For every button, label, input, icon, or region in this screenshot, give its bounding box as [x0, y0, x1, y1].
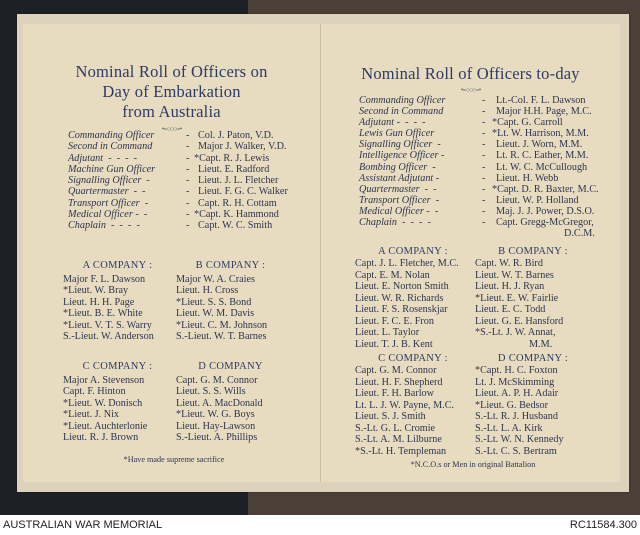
company-heading: A COMPANY :	[82, 260, 153, 271]
officer-list	[68, 130, 288, 232]
officer-role: Transport Officer	[359, 194, 431, 206]
officer-name: Capt. R. H. Cottam	[198, 197, 277, 209]
company-member: *Lieut. W. G. Boys	[176, 409, 255, 421]
officer-name: *Capt. K. Hammond	[194, 209, 279, 221]
company-member: S.-Lieut. W. T. Barnes	[176, 331, 267, 343]
company-member: Lieut. W. M. Davis	[176, 308, 255, 320]
officer-name: Lt. W. C. McCullough	[496, 161, 588, 173]
company-d	[475, 353, 591, 457]
company-member: *Lieut. W. Donisch	[63, 397, 143, 409]
officer-role: Medical Officer	[68, 209, 133, 221]
officer-row: Medical Officer - - - Maj. J. J. Power, D.S.O.	[359, 205, 595, 217]
company-member: Lieut. F. S. Rosenskjar	[355, 304, 448, 315]
officer-row: Quartermaster - - - *Capt. D. R. Baxter, M.C.	[359, 183, 599, 195]
company-member: Lt. J. McSkimming	[475, 376, 555, 388]
company-member: Lieut. Hay-Lawson	[176, 420, 256, 432]
officer-row: Assistant Adjutant - - Lieut. H. Webb	[359, 172, 559, 184]
officer-role: Adjutant	[359, 117, 395, 129]
title-line: Day of Embarkation	[102, 82, 241, 101]
officer-name: D.C.M.	[564, 228, 595, 240]
officer-row: Quartermaster - - - Lieut. F. G. C. Walker	[68, 186, 288, 198]
footnote: *N.C.O.s or Men in original Battalion	[410, 460, 536, 469]
company-member: Lieut. F. C. E. Fron	[355, 315, 434, 327]
company-member: Lieut. S. S. Wills	[176, 386, 246, 398]
officer-row: Chaplain - - - - - Capt. Gregg-McGregor,	[359, 217, 594, 229]
officer-role: Chaplain	[359, 217, 397, 229]
company-member: Lieut. L. Taylor	[355, 327, 420, 338]
booklet	[17, 14, 629, 492]
company-member: Lieut. S. J. Smith	[355, 411, 426, 422]
company-member: Capt. E. M. Nolan	[355, 269, 430, 281]
companies-grid-cd	[355, 353, 591, 457]
officer-role: Bombing Officer	[359, 161, 428, 173]
company-member: S.-Lt. W. N. Kennedy	[475, 434, 564, 445]
company-member: Major F. L. Dawson	[63, 274, 146, 285]
company-member: S.-Lt. L. A. Kirk	[475, 422, 543, 434]
title-line: from Australia	[122, 102, 221, 121]
company-member: *Lieut. J. Nix	[63, 409, 120, 421]
officer-role: Quartermaster	[359, 183, 420, 195]
officer-row: Commanding Officer - Lt.-Col. F. L. Dawson	[359, 95, 586, 106]
company-member: *S.-Lt. J. W. Annat,	[475, 327, 556, 338]
company-heading: B COMPANY :	[195, 260, 266, 271]
officer-row: Lewis Gun Officer - *Lt. W. Harrison, M.M.	[359, 128, 589, 140]
company-member: S.-Lieut. W. Anderson	[63, 331, 154, 343]
company-member: *Lieut. W. Bray	[63, 285, 129, 297]
officer-role: Commanding Officer	[68, 130, 155, 141]
officer-role: Commanding Officer	[359, 95, 446, 106]
right-page-title	[321, 64, 620, 94]
officer-role: Intelligence Officer	[359, 150, 439, 162]
company-member: Lieut. W. T. Barnes	[475, 269, 554, 281]
officer-row: Commanding Officer - Col. J. Paton, V.D.	[68, 130, 274, 141]
officer-role: Medical Officer	[359, 205, 424, 217]
company-member: *S.-Lt. H. Templeman	[355, 445, 447, 457]
officer-name: Lieut. H. Webb	[496, 172, 559, 184]
officer-name: Major H.H. Page, M.C.	[496, 106, 592, 118]
officer-name: Lieut. J. Worn, M.M.	[496, 139, 583, 151]
company-member: *Capt. H. C. Foxton	[475, 365, 558, 376]
officer-role: Machine Gun Officer	[68, 163, 156, 175]
company-member: Lieut. A. MacDonald	[176, 397, 263, 409]
officer-role: Lewis Gun Officer	[359, 128, 435, 140]
officer-list	[359, 95, 599, 239]
left-page	[23, 24, 321, 482]
company-member: Lieut. T. J. B. Kent	[355, 338, 433, 350]
officer-name: Maj. J. J. Power, D.S.O.	[496, 205, 595, 217]
footnote: *Have made supreme sacrifice	[123, 455, 225, 464]
company-member: Major A. Stevenson	[63, 375, 145, 386]
company-d	[176, 361, 285, 443]
archive-caption-left: AUSTRALIAN WAR MEMORIAL	[3, 519, 163, 531]
company-member: Capt. J. L. Fletcher, M.C.	[355, 258, 459, 269]
company-c	[63, 361, 172, 443]
ornament-divider: •∘○○○∘•	[460, 86, 481, 94]
company-member: Capt. G. M. Connor	[176, 375, 258, 386]
officer-row: Signalling Officer - - Lieut. J. L. Fletcher	[68, 175, 279, 187]
officer-row: Adjutant - - - - - *Capt. G. Carroll	[359, 117, 563, 129]
officer-name: *Capt. R. J. Lewis	[194, 152, 270, 164]
officer-row: Second in Command - Major J. Walker, V.D.	[68, 141, 287, 153]
company-member: Lieut. F. H. Barlow	[355, 388, 434, 399]
company-member: Capt. F. Hinton	[63, 386, 126, 398]
company-member: Lieut. H. H. Page	[63, 296, 135, 308]
officer-row: Medical Officer - - - *Capt. K. Hammond	[68, 209, 279, 221]
company-heading: C COMPANY :	[82, 361, 153, 372]
officer-name: Col. J. Paton, V.D.	[198, 130, 274, 141]
company-heading: A COMPANY :	[378, 246, 448, 257]
company-member: S.-Lieut. A. Phillips	[176, 432, 258, 444]
officer-name: Lt. R. C. Eather, M.M.	[496, 150, 589, 162]
company-a	[63, 260, 172, 342]
officer-role: Chaplain	[68, 220, 106, 232]
officer-name: Lieut. E. Radford	[198, 163, 270, 175]
company-a	[355, 246, 471, 350]
officer-role: Signalling Officer	[68, 175, 142, 187]
officer-row-continuation	[359, 228, 599, 239]
company-member: Lieut. G. E. Hansford	[475, 315, 564, 327]
officer-role: Second in Command	[359, 106, 444, 118]
officer-role: Adjutant	[68, 152, 104, 164]
officer-row: Signalling Officer - - Lieut. J. Worn, M.M.	[359, 139, 583, 151]
officer-role: Assistant Adjutant	[359, 172, 434, 184]
officer-row: Chaplain - - - - - Capt. W. C. Smith	[68, 220, 273, 232]
company-member: S.-Lt. A. M. Lilburne	[355, 434, 442, 445]
officer-name: Lieut. W. P. Holland	[496, 194, 579, 206]
company-heading: D COMPANY	[198, 361, 263, 372]
company-member: *Lieut. G. Bedsor	[475, 399, 548, 411]
officer-row: Bombing Officer - - Lt. W. C. McCullough	[359, 161, 588, 173]
officer-row: Adjutant - - - - - *Capt. R. J. Lewis	[68, 152, 270, 164]
officer-role: Quartermaster	[68, 186, 129, 198]
officer-name: Major J. Walker, V.D.	[198, 141, 287, 153]
officer-row: Transport Officer - - Lieut. W. P. Holland	[359, 194, 579, 206]
company-member: Lieut. A. P. H. Adair	[475, 388, 559, 399]
title-line: Nominal Roll of Officers on	[75, 62, 268, 81]
company-member: Lieut. H. J. Ryan	[475, 281, 545, 292]
officer-name: *Lt. W. Harrison, M.M.	[492, 128, 589, 140]
officer-row: Intelligence Officer - - Lt. R. C. Eather, M.M.	[359, 150, 589, 162]
officer-name: Lt.-Col. F. L. Dawson	[496, 95, 586, 106]
archive-caption-right: RC11584.300	[569, 519, 637, 531]
companies-grid-ab	[63, 260, 285, 342]
company-member: Lieut. R. J. Brown	[63, 432, 139, 444]
company-heading: B COMPANY :	[498, 246, 568, 257]
officer-name: *Capt. D. R. Baxter, M.C.	[492, 183, 599, 195]
officer-name: Lieut. J. L. Fletcher	[198, 175, 279, 187]
company-member: Capt. W. R. Bird	[475, 258, 543, 269]
company-member: *Lieut. S. S. Bond	[176, 296, 252, 308]
company-heading: C COMPANY :	[378, 353, 448, 364]
company-member: Lieut. W. R. Richards	[355, 292, 444, 304]
company-member: S.-Lt. G. L. Cromie	[355, 422, 436, 434]
officer-row: Second in Command - Major H.H. Page, M.C.	[359, 106, 592, 118]
company-member: *Lieut. Auchterlonie	[63, 420, 148, 432]
company-member: Major W. A. Craies	[176, 274, 255, 285]
company-heading: D COMPANY :	[497, 353, 569, 364]
officer-row: Transport Officer - - Capt. R. H. Cottam	[68, 197, 277, 209]
companies-grid-ab	[355, 246, 591, 350]
officer-name: Capt. W. C. Smith	[198, 220, 273, 232]
company-member: Lieut. H. F. Shepherd	[355, 376, 443, 388]
company-b	[176, 260, 285, 342]
right-page	[321, 24, 620, 482]
officer-name: Lieut. F. G. C. Walker	[198, 186, 288, 198]
company-member: M.M.	[529, 338, 553, 350]
company-c	[355, 353, 471, 457]
company-member: Lieut. H. Cross	[176, 285, 239, 297]
company-member: Lieut. E. C. Todd	[475, 304, 546, 315]
officer-row: Machine Gun Officer - Lieut. E. Radford	[68, 163, 270, 175]
company-member: *Lieut. E. W. Fairlie	[475, 292, 559, 304]
company-member: S.-Lt. R. J. Husband	[475, 411, 558, 422]
company-member: Lt. L. J. W. Payne, M.C.	[355, 399, 455, 411]
company-member: Lieut. E. Norton Smith	[355, 281, 449, 292]
company-member: *Lieut. V. T. S. Warry	[63, 319, 152, 331]
company-member: *Lieut. B. E. White	[63, 308, 143, 320]
ornament-divider: •∘○○○∘•	[161, 125, 182, 133]
company-member: S.-Lt. C. S. Bertram	[475, 445, 557, 457]
companies-grid-cd	[63, 361, 285, 443]
officer-role: Second in Command	[68, 141, 153, 153]
officer-name: Capt. Gregg-McGregor,	[496, 217, 594, 229]
company-member: Capt. G. M. Connor	[355, 365, 437, 376]
company-b	[475, 246, 591, 350]
title-line: Nominal Roll of Officers to-day	[361, 64, 580, 83]
company-member: *Lieut. C. M. Johnson	[176, 319, 268, 331]
officer-role: Signalling Officer	[359, 139, 433, 151]
officer-role: Transport Officer	[68, 197, 140, 209]
officer-name: *Capt. G. Carroll	[492, 117, 563, 129]
left-page-title	[23, 62, 320, 133]
